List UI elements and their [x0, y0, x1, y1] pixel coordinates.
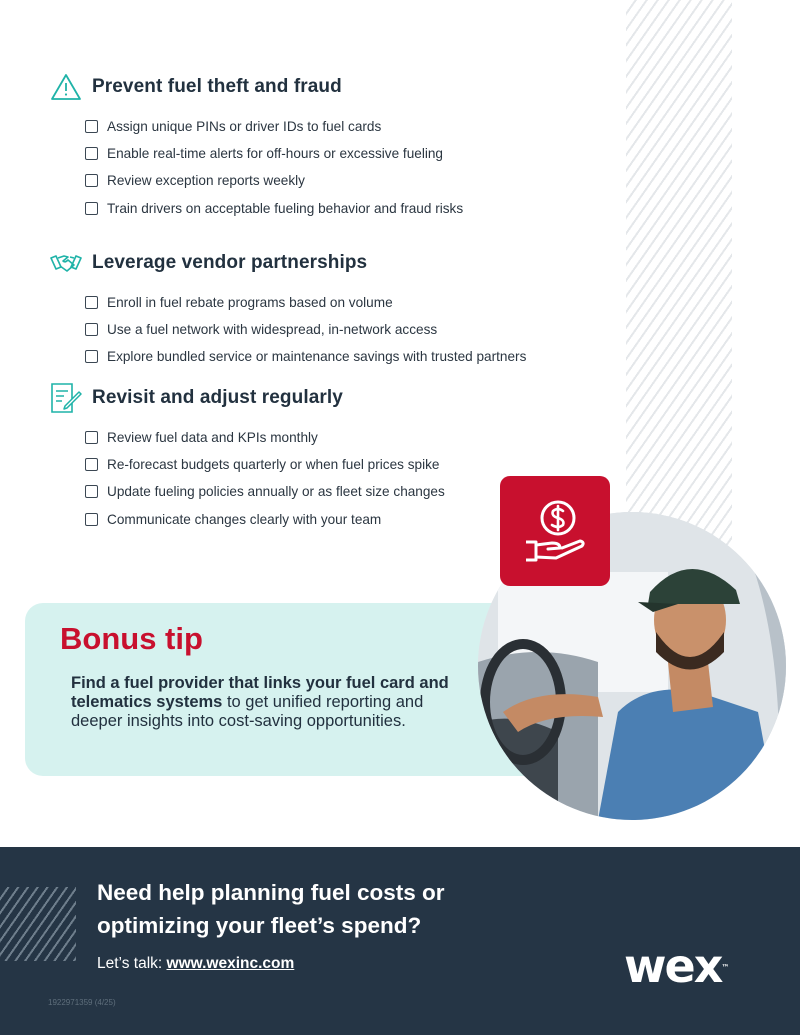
- section-vendor-partnerships: [50, 247, 526, 371]
- footer-cta-line: optimizing your fleet’s spend?: [97, 913, 422, 938]
- checklist-item-label: Explore bundled service or maintenance savings with trusted partners: [107, 349, 527, 365]
- section-header: [50, 247, 526, 279]
- checklist: [50, 113, 463, 222]
- checklist-item-label: Communicate changes clearly with your team: [107, 511, 382, 527]
- handshake-icon: [50, 247, 82, 279]
- checkbox[interactable]: [85, 513, 98, 526]
- checklist-item-label: Review exception reports weekly: [107, 173, 305, 189]
- section-title: Prevent fuel theft and fraud: [92, 76, 342, 97]
- checklist-item-label: Enroll in fuel rebate programs based on volume: [107, 295, 393, 311]
- footer-decorative-stripes: [0, 887, 76, 961]
- website-link[interactable]: www.wexinc.com: [166, 955, 295, 972]
- checklist-item[interactable]: [85, 113, 463, 140]
- checkbox[interactable]: [85, 431, 98, 444]
- checkbox[interactable]: [85, 174, 98, 187]
- checklist-item[interactable]: [85, 316, 526, 343]
- logo-trademark: ™: [721, 963, 730, 972]
- checkbox[interactable]: [85, 350, 98, 363]
- contact-label: Let’s talk:: [97, 955, 167, 972]
- decorative-stripes: [626, 0, 732, 600]
- section-header: [50, 382, 445, 414]
- checklist-item-label: Train drivers on acceptable fueling behavior and fraud risks: [107, 200, 464, 216]
- checkbox[interactable]: [85, 296, 98, 309]
- document-edit-icon: [50, 382, 82, 414]
- money-hand-icon: [520, 496, 590, 566]
- checklist-item[interactable]: [85, 195, 463, 222]
- bonus-tip-rest: to get unified reporting and deeper insights into cost-saving opportunities.: [71, 693, 424, 730]
- checklist-item-label: Review fuel data and KPIs monthly: [107, 430, 318, 446]
- checklist-item-label: Assign unique PINs or driver IDs to fuel cards: [107, 119, 382, 135]
- checklist-item[interactable]: [85, 478, 445, 505]
- checklist: [50, 424, 445, 533]
- checklist-item[interactable]: [85, 140, 463, 167]
- checklist-item[interactable]: [85, 343, 526, 370]
- savings-badge: [500, 476, 610, 586]
- footer-cta-line: Need help planning fuel costs or: [97, 880, 445, 905]
- document-code: 1922971359 (4/25): [48, 998, 116, 1007]
- bonus-tip-title: Bonus tip: [60, 621, 203, 656]
- checklist-item-label: Update fueling policies annually or as fleet size changes: [107, 484, 445, 500]
- section-title: Revisit and adjust regularly: [92, 387, 343, 408]
- bonus-tip-text: [71, 674, 466, 731]
- checklist-item[interactable]: [85, 451, 445, 478]
- section-revisit-adjust: [50, 382, 445, 533]
- warning-triangle-icon: [50, 71, 82, 103]
- logo-wordmark: wex: [624, 939, 722, 993]
- contact-line: [97, 955, 294, 973]
- checklist-item[interactable]: [85, 289, 526, 316]
- checklist-item-label: Re-forecast budgets quarterly or when fuel prices spike: [107, 457, 440, 473]
- checklist-item[interactable]: [85, 167, 463, 194]
- checklist-item[interactable]: [85, 506, 445, 533]
- checklist-item-label: Use a fuel network with widespread, in-network access: [107, 322, 438, 338]
- wex-logo: [624, 939, 730, 993]
- checkbox[interactable]: [85, 323, 98, 336]
- checkbox[interactable]: [85, 147, 98, 160]
- checkbox[interactable]: [85, 458, 98, 471]
- section-title: Leverage vendor partnerships: [92, 252, 368, 273]
- section-prevent-fraud: [50, 71, 463, 222]
- checklist-item[interactable]: [85, 424, 445, 451]
- checklist-item-label: Enable real-time alerts for off-hours or excessive fueling: [107, 146, 443, 162]
- footer-cta-heading: [97, 876, 517, 942]
- checkbox[interactable]: [85, 485, 98, 498]
- bonus-tip-bold: Find a fuel provider that links your fuel card and telematics systems: [71, 674, 449, 711]
- checkbox[interactable]: [85, 202, 98, 215]
- checkbox[interactable]: [85, 120, 98, 133]
- checklist: [50, 289, 526, 371]
- section-header: [50, 71, 463, 103]
